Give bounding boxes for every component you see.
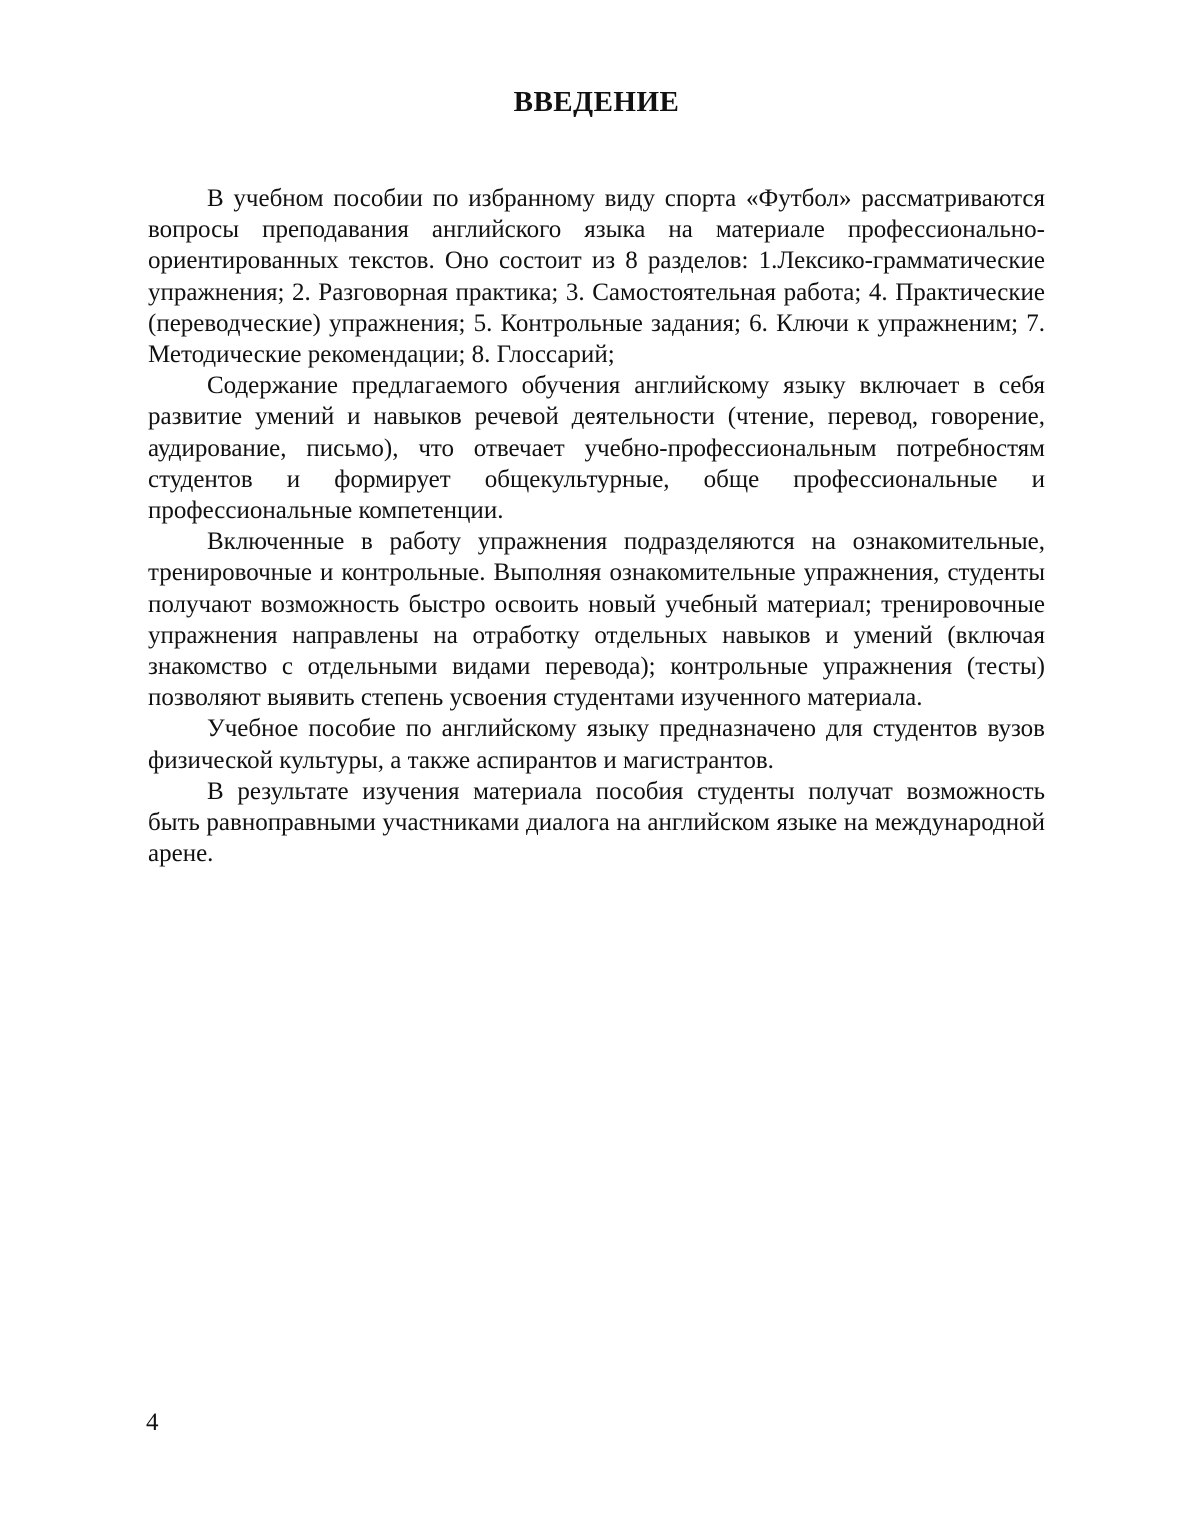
- paragraph-result: В результате изучения материала пособия студенты получат возможность быть равноправными участниками диалога на английском языке на международной арене.: [148, 777, 1045, 868]
- paragraph-intro: В учебном пособии по избранному виду спорта «Футбол» рассматриваются вопросы преподавания английского языка на материале профессионально-ориентированных текстов. Оно состоит из 8 разделов: 1.Лексико-грамматические упражнения; 2. Разговорная практика; 3. Самостоятельная работа; 4. Практические (переводческие) упражнения; 5. Контрольные задания; 6. Ключи к упражненим; 7. Методические рекомендации; 8. Глоссарий;: [148, 185, 1045, 369]
- page-title: ВВЕДЕНИЕ: [513, 86, 680, 118]
- paragraph-audience: Учебное пособие по английскому языку предназначено для студентов вузов физической культуры, а также аспирантов и магистрантов.: [148, 715, 1045, 774]
- body-text: [148, 183, 1045, 869]
- paragraph-exercises: Включенные в работу упражнения подразделяются на ознакомительные, тренировочные и контрольные. Выполняя ознакомительные упражнения, студенты получают возможность быстро освоить новый учебный материал; тренировочные упражнения направлены на отработку отдельных навыков и умений (включая знакомство с отдельными видами перевода); контрольные упражнения (тесты) позволяют выявить степень усвоения студентами изученного материала.: [148, 528, 1045, 712]
- page-number: 4: [146, 1409, 159, 1436]
- paragraph-content: Содержание предлагаемого обучения английскому языку включает в себя развитие умений и навыков речевой деятельности (чтение, перевод, говорение, аудирование, письмо), что отвечает учебно-профессиональным потребностям студентов и формирует общекультурные, обще профессиональные и профессиональные компетенции.: [148, 372, 1045, 525]
